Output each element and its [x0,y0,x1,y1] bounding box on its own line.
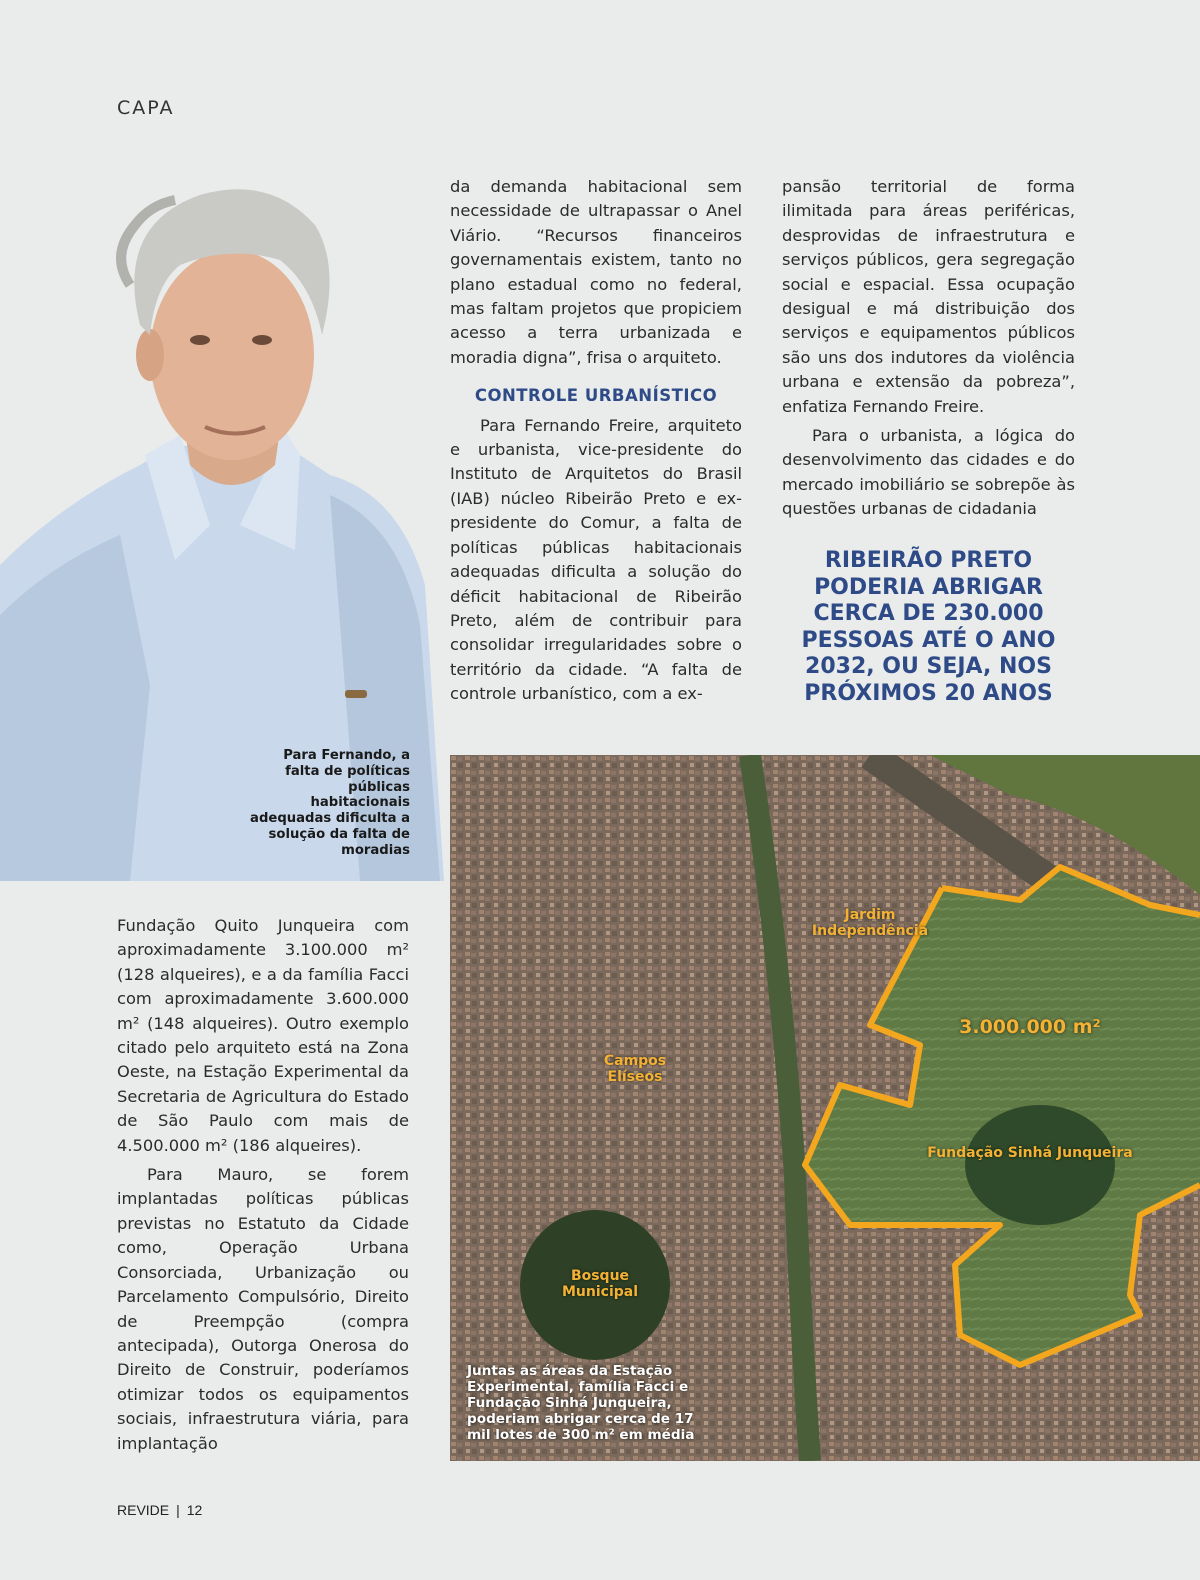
page-number: 12 [186,1502,203,1518]
footer-separator: | [176,1502,180,1518]
map-label-bosque: Bosque Municipal [561,1268,639,1300]
paragraph: Para o urbanista, a lógica do desenvolvimento das cidades e do mercado imobiliário se sobrepõe às questões urbanas de cidadania [782,426,1075,519]
article-column-middle [450,175,742,707]
paragraph: Para Fernando Freire, arquiteto e urbanista, vice-presidente do Instituto de Arquitetos do Brasil (IAB) núcleo Ribeirão Preto e ex-presidente do Comur, a falta de políticas públicas habitacionais adequadas dificulta a solução do déficit habitacional de Ribeirão Preto, além de contribuir para consolidar irregularidades sobre o território da cidade. “A falta de controle urbanístico, com a ex- [450,415,742,704]
section-label: CAPA [117,97,175,119]
paragraph: da demanda habitacional sem necessidade de ultrapassar o Anel Viário. “Recursos financeiros governamentais existem, tanto no plano estadual como no federal, mas faltam projetos que propiciem acesso a terra urbanizada e moradia digna”, frisa o arquiteto. [450,177,742,367]
pull-quote: RIBEIRÃO PRETO PODERIA ABRIGAR CERCA DE 230.000 PESSOAS ATÉ O ANO 2032, OU SEJA, NOS PRÓXIMOS 20 ANOS [801,548,1056,706]
paragraph: Fundação Quito Junqueira com aproximadamente 3.100.000 m² (128 alqueires), e a da família Facci com aproximadamente 3.600.000 m² (148 alqueires). Outro exemplo citado pelo arquiteto está na Zona Oeste, na Estação Experimental da Secretaria de Agricultura do Estado de São Paulo com mais de 4.500.000 m² (186 alqueires). [117,916,409,1155]
paragraph: pansão territorial de forma ilimitada para áreas periféricas, desprovidas de infraestrutura e serviços públicos, gera segregação social e espacial. Essa ocupação desigual e má distribuição dos serviços e equipamentos públicos são uns dos indutores da violência urbana e extensão da pobreza”, enfatiza Fernando Freire. [782,177,1075,416]
page-footer [117,1502,202,1518]
map-label-fundacao: Fundação Sinhá Junqueira [927,1145,1133,1161]
article-column-left [117,914,409,1456]
map-label-jardim: Jardim Independência [811,907,929,939]
photo-caption: Para Fernando, a falta de políticas públicas habitacionais adequadas dificulta a solução da falta de moradias [250,748,410,858]
aerial-map [450,755,1200,1461]
article-column-right [782,175,1075,522]
map-caption: Juntas as áreas da Estação Experimental, família Facci e Fundação Sinhá Junqueira, poderiam abrigar cerca de 17 mil lotes de 300 m² em média [467,1363,695,1443]
map-label-campos: Campos Elíseos [603,1053,667,1085]
magazine-name: REVIDE [117,1502,170,1518]
paragraph: Para Mauro, se forem implantadas políticas públicas previstas no Estatuto da Cidade como, Operação Urbana Consorciada, Urbanização ou Parcelamento Compulsório, Direito de Preempção (compra antecipada), Outorga Onerosa do Direito de Construir, poderíamos otimizar todos os equipamentos sociais, infraestrutura viária, para implantação [117,1165,409,1453]
map-label-area: 3.000.000 m² [959,1016,1101,1038]
subheading: CONTROLE URBANÍSTICO [474,386,718,406]
